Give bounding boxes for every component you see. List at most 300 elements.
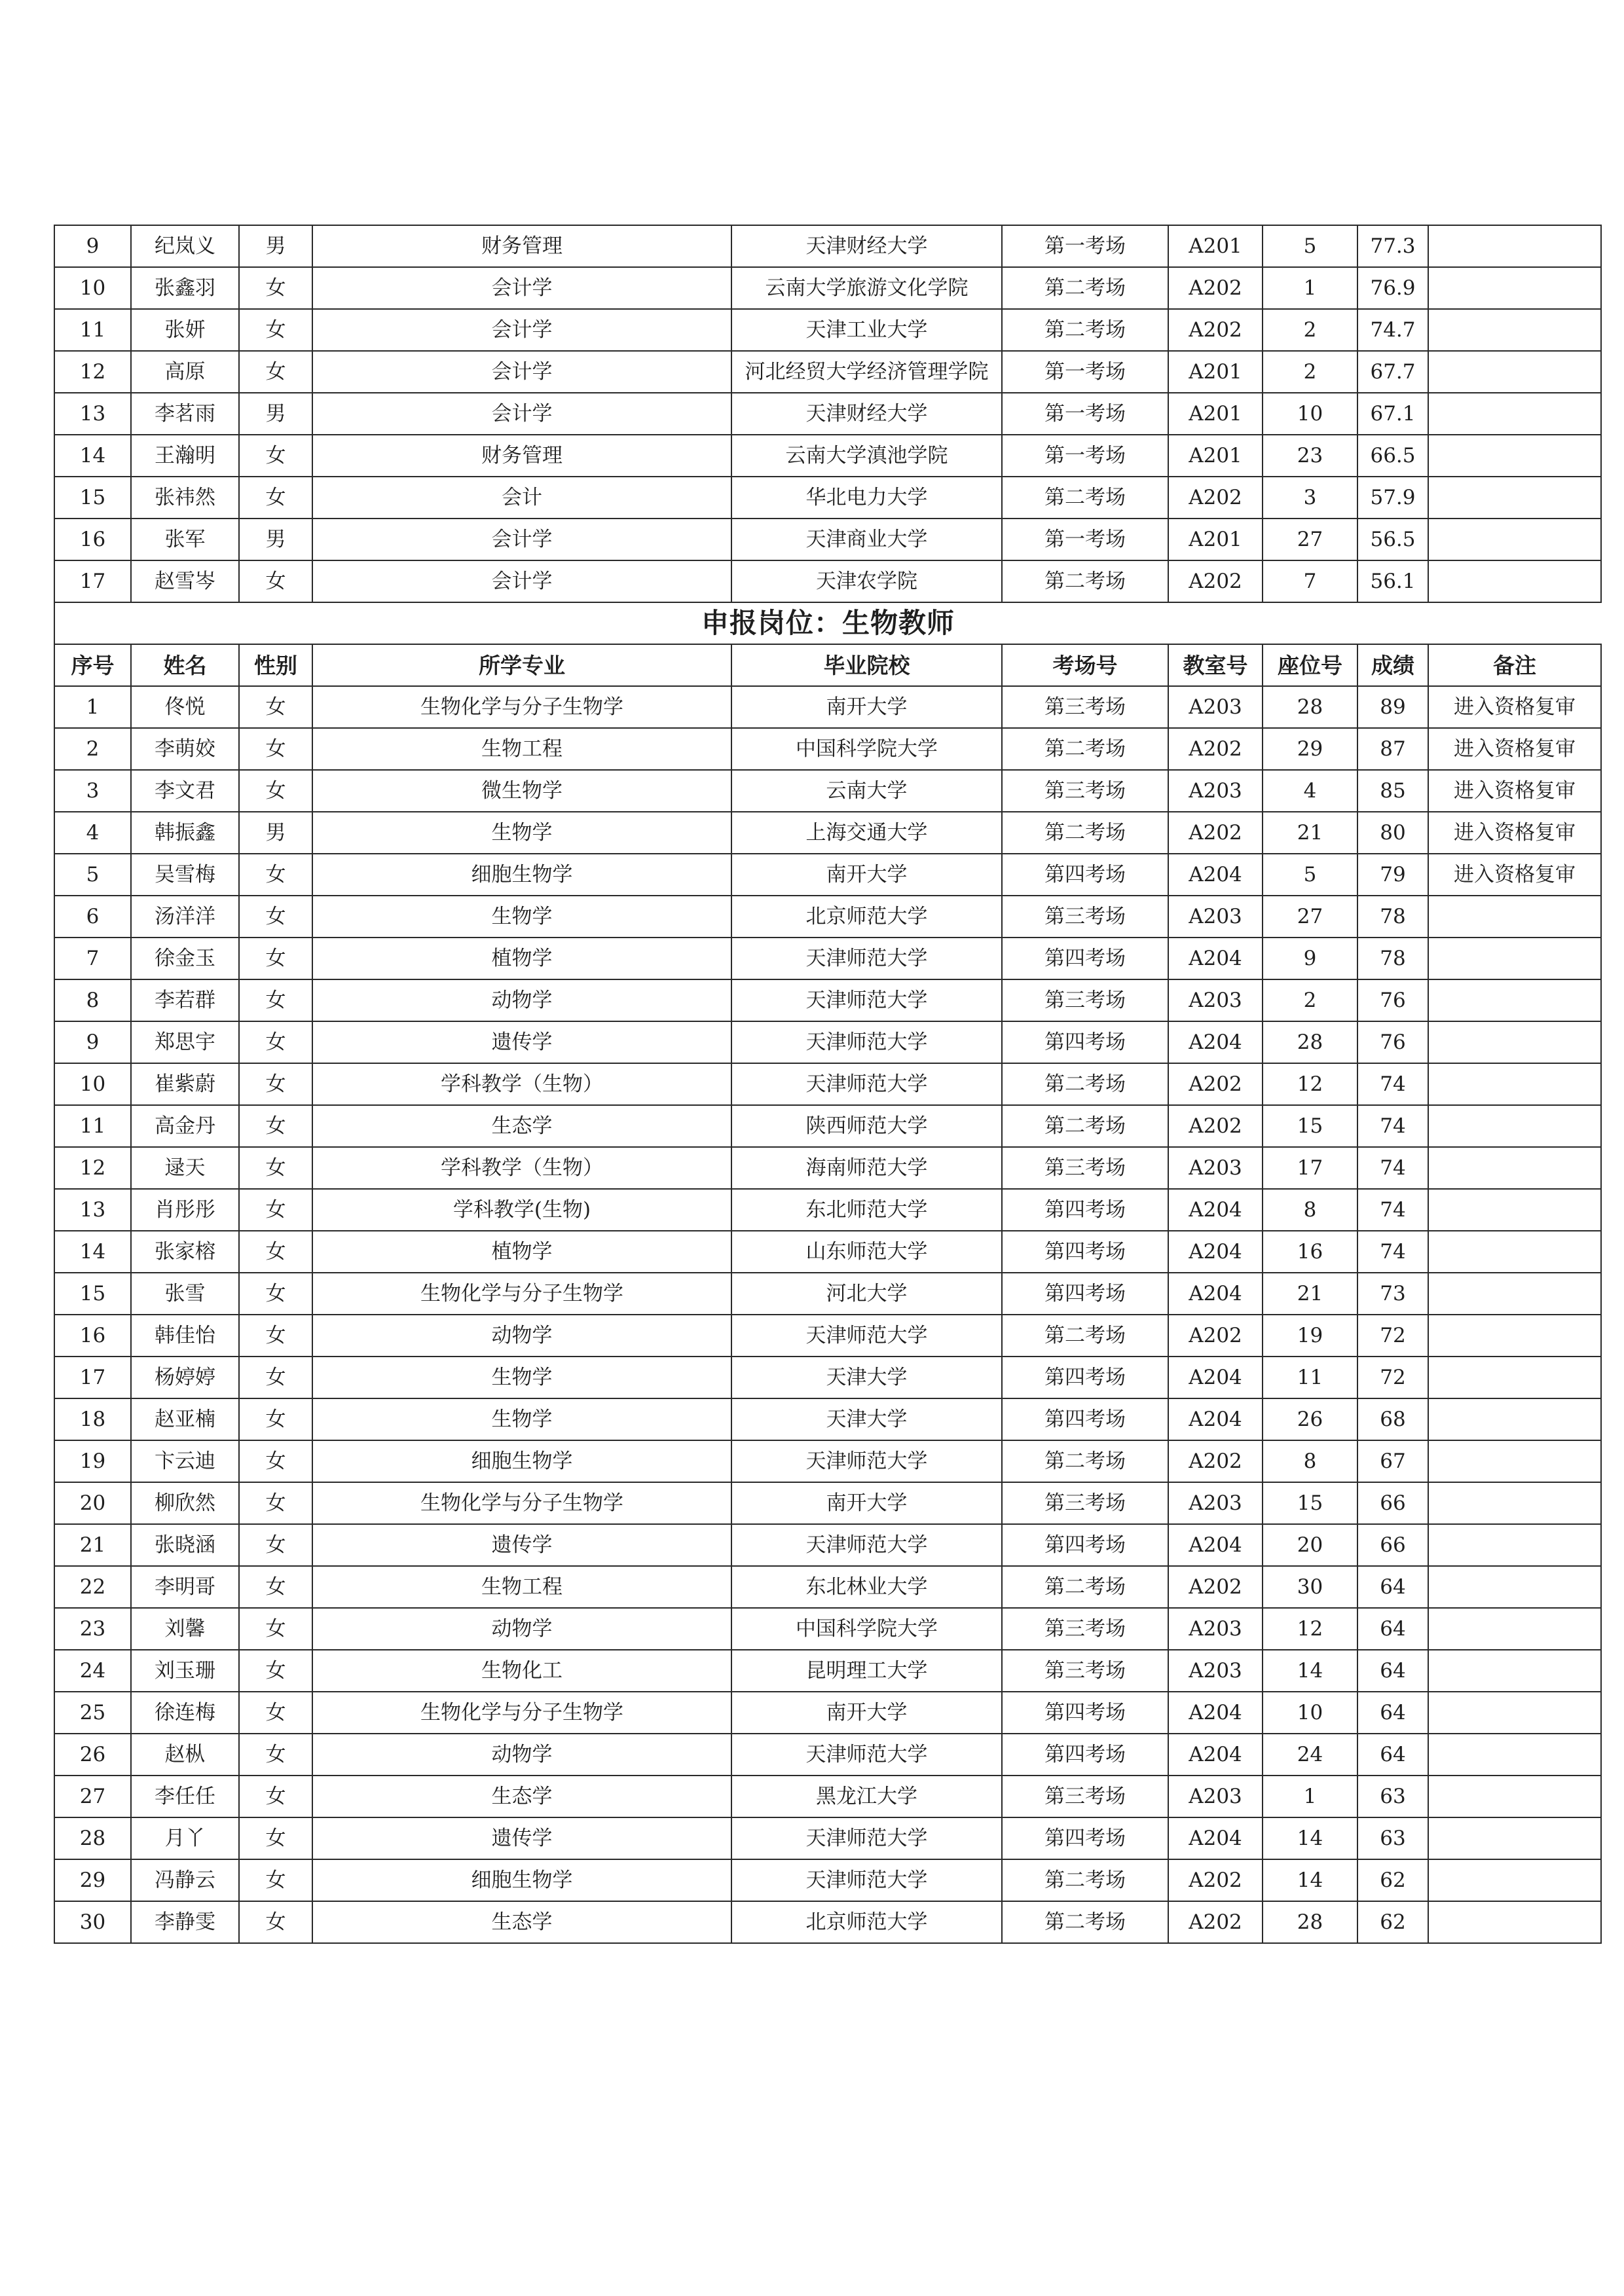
cell-major: 生物化学与分子生物学 (312, 686, 731, 728)
cell-school: 天津师范大学 (731, 1859, 1002, 1901)
cell-gender: 男 (239, 225, 312, 267)
cell-exam-hall: 第二考场 (1002, 1440, 1168, 1482)
table-row (54, 267, 1601, 309)
cell-no: 25 (54, 1692, 131, 1734)
cell-exam-hall: 第四考场 (1002, 1189, 1168, 1231)
cell-seat: 2 (1263, 309, 1357, 351)
cell-name: 韩振鑫 (131, 812, 239, 854)
cell-room: A203 (1168, 896, 1263, 938)
cell-note (1428, 1859, 1601, 1901)
cell-seat: 3 (1263, 477, 1357, 519)
cell-no: 29 (54, 1859, 131, 1901)
cell-school: 南开大学 (731, 1692, 1002, 1734)
cell-note (1428, 560, 1601, 602)
cell-exam-hall: 第三考场 (1002, 1776, 1168, 1817)
table-row (54, 435, 1601, 477)
cell-score: 63 (1357, 1817, 1428, 1859)
cell-exam-hall: 第二考场 (1002, 309, 1168, 351)
table-row (54, 896, 1601, 938)
cell-name: 李明哥 (131, 1566, 239, 1608)
cell-gender: 女 (239, 1859, 312, 1901)
cell-major: 会计学 (312, 309, 731, 351)
cell-school: 天津师范大学 (731, 1524, 1002, 1566)
cell-note (1428, 1105, 1601, 1147)
cell-major: 会计学 (312, 393, 731, 435)
table-row (54, 309, 1601, 351)
cell-name: 张雪 (131, 1273, 239, 1315)
cell-note (1428, 1357, 1601, 1398)
cell-note (1428, 1776, 1601, 1817)
header-major: 所学专业 (312, 644, 731, 686)
cell-note (1428, 309, 1601, 351)
cell-gender: 女 (239, 1021, 312, 1063)
cell-note (1428, 1817, 1601, 1859)
cell-name: 张家榕 (131, 1231, 239, 1273)
cell-note (1428, 1734, 1601, 1776)
score-sheet (54, 225, 1600, 1944)
table-row (54, 1398, 1601, 1440)
cell-no: 15 (54, 477, 131, 519)
cell-seat: 17 (1263, 1147, 1357, 1189)
cell-school: 南开大学 (731, 854, 1002, 896)
cell-no: 11 (54, 1105, 131, 1147)
cell-room: A203 (1168, 1650, 1263, 1692)
cell-gender: 女 (239, 1105, 312, 1147)
cell-no: 18 (54, 1398, 131, 1440)
cell-score: 63 (1357, 1776, 1428, 1817)
cell-major: 生物工程 (312, 1566, 731, 1608)
cell-major: 动物学 (312, 1608, 731, 1650)
cell-school: 天津财经大学 (731, 393, 1002, 435)
cell-school: 天津商业大学 (731, 519, 1002, 560)
cell-major: 生物学 (312, 1398, 731, 1440)
cell-gender: 女 (239, 1440, 312, 1482)
cell-name: 张晓涵 (131, 1524, 239, 1566)
cell-seat: 10 (1263, 1692, 1357, 1734)
table-row (54, 477, 1601, 519)
cell-name: 逯天 (131, 1147, 239, 1189)
table-row (54, 1273, 1601, 1315)
cell-school: 华北电力大学 (731, 477, 1002, 519)
cell-major: 动物学 (312, 979, 731, 1021)
cell-room: A201 (1168, 519, 1263, 560)
cell-no: 13 (54, 1189, 131, 1231)
cell-seat: 23 (1263, 435, 1357, 477)
cell-gender: 女 (239, 854, 312, 896)
table-row (54, 1608, 1601, 1650)
table-row (54, 1482, 1601, 1524)
cell-score: 74.7 (1357, 309, 1428, 351)
cell-no: 9 (54, 1021, 131, 1063)
cell-name: 吴雪梅 (131, 854, 239, 896)
cell-major: 遗传学 (312, 1817, 731, 1859)
table-row (54, 1776, 1601, 1817)
cell-school: 黑龙江大学 (731, 1776, 1002, 1817)
cell-school: 天津工业大学 (731, 309, 1002, 351)
table-row (54, 1817, 1601, 1859)
cell-seat: 11 (1263, 1357, 1357, 1398)
cell-note (1428, 1901, 1601, 1943)
cell-room: A204 (1168, 1734, 1263, 1776)
cell-score: 74 (1357, 1147, 1428, 1189)
cell-score: 67.7 (1357, 351, 1428, 393)
cell-seat: 19 (1263, 1315, 1357, 1357)
cell-gender: 女 (239, 267, 312, 309)
table-row (54, 225, 1601, 267)
table-row (54, 1566, 1601, 1608)
cell-school: 中国科学院大学 (731, 728, 1002, 770)
cell-room: A201 (1168, 225, 1263, 267)
cell-score: 68 (1357, 1398, 1428, 1440)
cell-gender: 女 (239, 1273, 312, 1315)
cell-no: 19 (54, 1440, 131, 1482)
cell-major: 生物学 (312, 1357, 731, 1398)
cell-room: A204 (1168, 1692, 1263, 1734)
cell-room: A204 (1168, 1021, 1263, 1063)
cell-name: 高金丹 (131, 1105, 239, 1147)
cell-exam-hall: 第四考场 (1002, 1817, 1168, 1859)
cell-exam-hall: 第四考场 (1002, 938, 1168, 979)
table-row (54, 728, 1601, 770)
header-room: 教室号 (1168, 644, 1263, 686)
cell-exam-hall: 第四考场 (1002, 854, 1168, 896)
cell-room: A202 (1168, 812, 1263, 854)
cell-note (1428, 1147, 1601, 1189)
cell-score: 77.3 (1357, 225, 1428, 267)
cell-major: 会计学 (312, 351, 731, 393)
cell-exam-hall: 第二考场 (1002, 560, 1168, 602)
cell-major: 会计学 (312, 519, 731, 560)
cell-no: 30 (54, 1901, 131, 1943)
cell-seat: 27 (1263, 896, 1357, 938)
cell-seat: 14 (1263, 1859, 1357, 1901)
cell-seat: 1 (1263, 267, 1357, 309)
cell-room: A202 (1168, 1315, 1263, 1357)
cell-no: 24 (54, 1650, 131, 1692)
cell-school: 河北大学 (731, 1273, 1002, 1315)
cell-name: 李任任 (131, 1776, 239, 1817)
cell-no: 10 (54, 267, 131, 309)
cell-major: 学科教学(生物) (312, 1189, 731, 1231)
cell-major: 微生物学 (312, 770, 731, 812)
cell-exam-hall: 第三考场 (1002, 770, 1168, 812)
cell-name: 张军 (131, 519, 239, 560)
cell-gender: 女 (239, 1608, 312, 1650)
cell-seat: 21 (1263, 1273, 1357, 1315)
cell-no: 5 (54, 854, 131, 896)
table-row (54, 979, 1601, 1021)
cell-note (1428, 938, 1601, 979)
cell-no: 4 (54, 812, 131, 854)
cell-name: 刘玉珊 (131, 1650, 239, 1692)
cell-major: 细胞生物学 (312, 854, 731, 896)
cell-exam-hall: 第二考场 (1002, 1315, 1168, 1357)
cell-room: A202 (1168, 477, 1263, 519)
cell-room: A203 (1168, 1776, 1263, 1817)
cell-note (1428, 1650, 1601, 1692)
cell-no: 12 (54, 1147, 131, 1189)
table-row (54, 770, 1601, 812)
cell-note (1428, 225, 1601, 267)
accounting-rows (54, 225, 1601, 602)
cell-score: 62 (1357, 1901, 1428, 1943)
cell-gender: 女 (239, 560, 312, 602)
header-row (54, 644, 1601, 686)
cell-no: 14 (54, 435, 131, 477)
header-no: 序号 (54, 644, 131, 686)
cell-gender: 女 (239, 309, 312, 351)
cell-seat: 8 (1263, 1440, 1357, 1482)
cell-score: 89 (1357, 686, 1428, 728)
section-title: 申报岗位：生物教师 (54, 602, 1601, 644)
cell-no: 16 (54, 519, 131, 560)
cell-exam-hall: 第四考场 (1002, 1273, 1168, 1315)
table-row (54, 1315, 1601, 1357)
cell-gender: 女 (239, 728, 312, 770)
cell-major: 会计学 (312, 560, 731, 602)
cell-name: 李茗雨 (131, 393, 239, 435)
cell-school: 山东师范大学 (731, 1231, 1002, 1273)
cell-exam-hall: 第二考场 (1002, 1901, 1168, 1943)
cell-score: 78 (1357, 938, 1428, 979)
cell-name: 张鑫羽 (131, 267, 239, 309)
cell-seat: 1 (1263, 1776, 1357, 1817)
cell-school: 天津大学 (731, 1398, 1002, 1440)
cell-gender: 女 (239, 1189, 312, 1231)
cell-score: 72 (1357, 1357, 1428, 1398)
cell-room: A204 (1168, 1231, 1263, 1273)
cell-score: 74 (1357, 1189, 1428, 1231)
cell-school: 天津师范大学 (731, 1315, 1002, 1357)
cell-note (1428, 1021, 1601, 1063)
cell-major: 动物学 (312, 1734, 731, 1776)
table-row (54, 1734, 1601, 1776)
cell-no: 14 (54, 1231, 131, 1273)
cell-score: 85 (1357, 770, 1428, 812)
cell-name: 月丫 (131, 1817, 239, 1859)
cell-seat: 28 (1263, 1901, 1357, 1943)
cell-note (1428, 1315, 1601, 1357)
section-row (54, 602, 1601, 644)
cell-no: 17 (54, 1357, 131, 1398)
cell-score: 57.9 (1357, 477, 1428, 519)
cell-note: 进入资格复审 (1428, 728, 1601, 770)
cell-major: 生态学 (312, 1901, 731, 1943)
cell-room: A202 (1168, 267, 1263, 309)
cell-name: 汤洋洋 (131, 896, 239, 938)
cell-school: 东北林业大学 (731, 1566, 1002, 1608)
cell-score: 87 (1357, 728, 1428, 770)
cell-seat: 5 (1263, 225, 1357, 267)
cell-name: 崔紫蔚 (131, 1063, 239, 1105)
cell-exam-hall: 第一考场 (1002, 351, 1168, 393)
cell-room: A202 (1168, 1859, 1263, 1901)
table-row (54, 1063, 1601, 1105)
cell-exam-hall: 第一考场 (1002, 225, 1168, 267)
cell-name: 李文君 (131, 770, 239, 812)
cell-room: A204 (1168, 1189, 1263, 1231)
cell-no: 20 (54, 1482, 131, 1524)
cell-room: A202 (1168, 728, 1263, 770)
cell-exam-hall: 第二考场 (1002, 1566, 1168, 1608)
cell-school: 天津财经大学 (731, 225, 1002, 267)
cell-note (1428, 979, 1601, 1021)
table-row (54, 1440, 1601, 1482)
cell-seat: 12 (1263, 1608, 1357, 1650)
cell-score: 62 (1357, 1859, 1428, 1901)
cell-no: 27 (54, 1776, 131, 1817)
cell-school: 河北经贸大学经济管理学院 (731, 351, 1002, 393)
cell-school: 海南师范大学 (731, 1147, 1002, 1189)
cell-school: 天津师范大学 (731, 1440, 1002, 1482)
biology-rows (54, 686, 1601, 1943)
cell-room: A203 (1168, 1147, 1263, 1189)
cell-gender: 女 (239, 938, 312, 979)
cell-school: 南开大学 (731, 686, 1002, 728)
table-row (54, 854, 1601, 896)
cell-major: 细胞生物学 (312, 1859, 731, 1901)
cell-major: 遗传学 (312, 1021, 731, 1063)
table-row (54, 519, 1601, 560)
cell-no: 26 (54, 1734, 131, 1776)
cell-major: 动物学 (312, 1315, 731, 1357)
cell-seat: 4 (1263, 770, 1357, 812)
cell-seat: 2 (1263, 351, 1357, 393)
cell-seat: 27 (1263, 519, 1357, 560)
cell-score: 64 (1357, 1566, 1428, 1608)
cell-major: 遗传学 (312, 1524, 731, 1566)
cell-score: 56.5 (1357, 519, 1428, 560)
cell-seat: 14 (1263, 1650, 1357, 1692)
cell-exam-hall: 第二考场 (1002, 477, 1168, 519)
cell-no: 17 (54, 560, 131, 602)
cell-major: 学科教学（生物） (312, 1147, 731, 1189)
cell-major: 会计 (312, 477, 731, 519)
header-exam-hall: 考场号 (1002, 644, 1168, 686)
header-school: 毕业院校 (731, 644, 1002, 686)
cell-room: A202 (1168, 560, 1263, 602)
cell-gender: 女 (239, 1482, 312, 1524)
cell-exam-hall: 第二考场 (1002, 812, 1168, 854)
table-row (54, 1692, 1601, 1734)
table-row (54, 560, 1601, 602)
cell-room: A203 (1168, 686, 1263, 728)
cell-room: A201 (1168, 435, 1263, 477)
cell-school: 天津农学院 (731, 560, 1002, 602)
cell-major: 财务管理 (312, 225, 731, 267)
cell-score: 80 (1357, 812, 1428, 854)
cell-major: 生物化工 (312, 1650, 731, 1692)
table-row (54, 812, 1601, 854)
cell-exam-hall: 第三考场 (1002, 1482, 1168, 1524)
cell-school: 天津师范大学 (731, 938, 1002, 979)
cell-room: A204 (1168, 854, 1263, 896)
cell-no: 28 (54, 1817, 131, 1859)
header-gender: 性别 (239, 644, 312, 686)
cell-no: 21 (54, 1524, 131, 1566)
cell-gender: 女 (239, 770, 312, 812)
cell-gender: 女 (239, 1524, 312, 1566)
cell-seat: 15 (1263, 1482, 1357, 1524)
cell-no: 7 (54, 938, 131, 979)
table-row (54, 1021, 1601, 1063)
cell-score: 74 (1357, 1231, 1428, 1273)
cell-no: 9 (54, 225, 131, 267)
cell-note (1428, 1063, 1601, 1105)
cell-gender: 女 (239, 1901, 312, 1943)
cell-seat: 15 (1263, 1105, 1357, 1147)
cell-score: 78 (1357, 896, 1428, 938)
table-row (54, 1901, 1601, 1943)
cell-gender: 女 (239, 477, 312, 519)
cell-no: 6 (54, 896, 131, 938)
cell-exam-hall: 第三考场 (1002, 1650, 1168, 1692)
cell-major: 财务管理 (312, 435, 731, 477)
cell-major: 生态学 (312, 1776, 731, 1817)
table-row (54, 938, 1601, 979)
cell-no: 10 (54, 1063, 131, 1105)
cell-score: 56.1 (1357, 560, 1428, 602)
cell-gender: 女 (239, 1650, 312, 1692)
cell-no: 1 (54, 686, 131, 728)
cell-note: 进入资格复审 (1428, 854, 1601, 896)
cell-major: 生物化学与分子生物学 (312, 1482, 731, 1524)
cell-room: A202 (1168, 1566, 1263, 1608)
cell-name: 杨婷婷 (131, 1357, 239, 1398)
cell-major: 生物化学与分子生物学 (312, 1692, 731, 1734)
table-row (54, 1859, 1601, 1901)
cell-note: 进入资格复审 (1428, 686, 1601, 728)
cell-room: A203 (1168, 770, 1263, 812)
table-row (54, 1231, 1601, 1273)
cell-note (1428, 1231, 1601, 1273)
cell-score: 74 (1357, 1063, 1428, 1105)
table-row (54, 1650, 1601, 1692)
cell-exam-hall: 第二考场 (1002, 1859, 1168, 1901)
cell-gender: 女 (239, 1734, 312, 1776)
cell-seat: 7 (1263, 560, 1357, 602)
table-row (54, 686, 1601, 728)
cell-room: A204 (1168, 1524, 1263, 1566)
cell-school: 东北师范大学 (731, 1189, 1002, 1231)
cell-room: A201 (1168, 351, 1263, 393)
cell-gender: 女 (239, 1398, 312, 1440)
cell-room: A202 (1168, 1063, 1263, 1105)
cell-seat: 30 (1263, 1566, 1357, 1608)
cell-exam-hall: 第二考场 (1002, 267, 1168, 309)
cell-school: 陕西师范大学 (731, 1105, 1002, 1147)
cell-note (1428, 1189, 1601, 1231)
cell-seat: 28 (1263, 686, 1357, 728)
cell-name: 刘馨 (131, 1608, 239, 1650)
cell-name: 张妍 (131, 309, 239, 351)
cell-major: 植物学 (312, 1231, 731, 1273)
cell-gender: 女 (239, 1817, 312, 1859)
cell-name: 徐金玉 (131, 938, 239, 979)
cell-name: 肖彤彤 (131, 1189, 239, 1231)
cell-seat: 20 (1263, 1524, 1357, 1566)
cell-school: 天津师范大学 (731, 1734, 1002, 1776)
cell-note (1428, 1692, 1601, 1734)
cell-name: 王瀚明 (131, 435, 239, 477)
cell-note (1428, 267, 1601, 309)
cell-exam-hall: 第二考场 (1002, 728, 1168, 770)
cell-major: 生态学 (312, 1105, 731, 1147)
cell-gender: 女 (239, 1566, 312, 1608)
cell-score: 66.5 (1357, 435, 1428, 477)
table-row (54, 1105, 1601, 1147)
cell-room: A204 (1168, 1273, 1263, 1315)
